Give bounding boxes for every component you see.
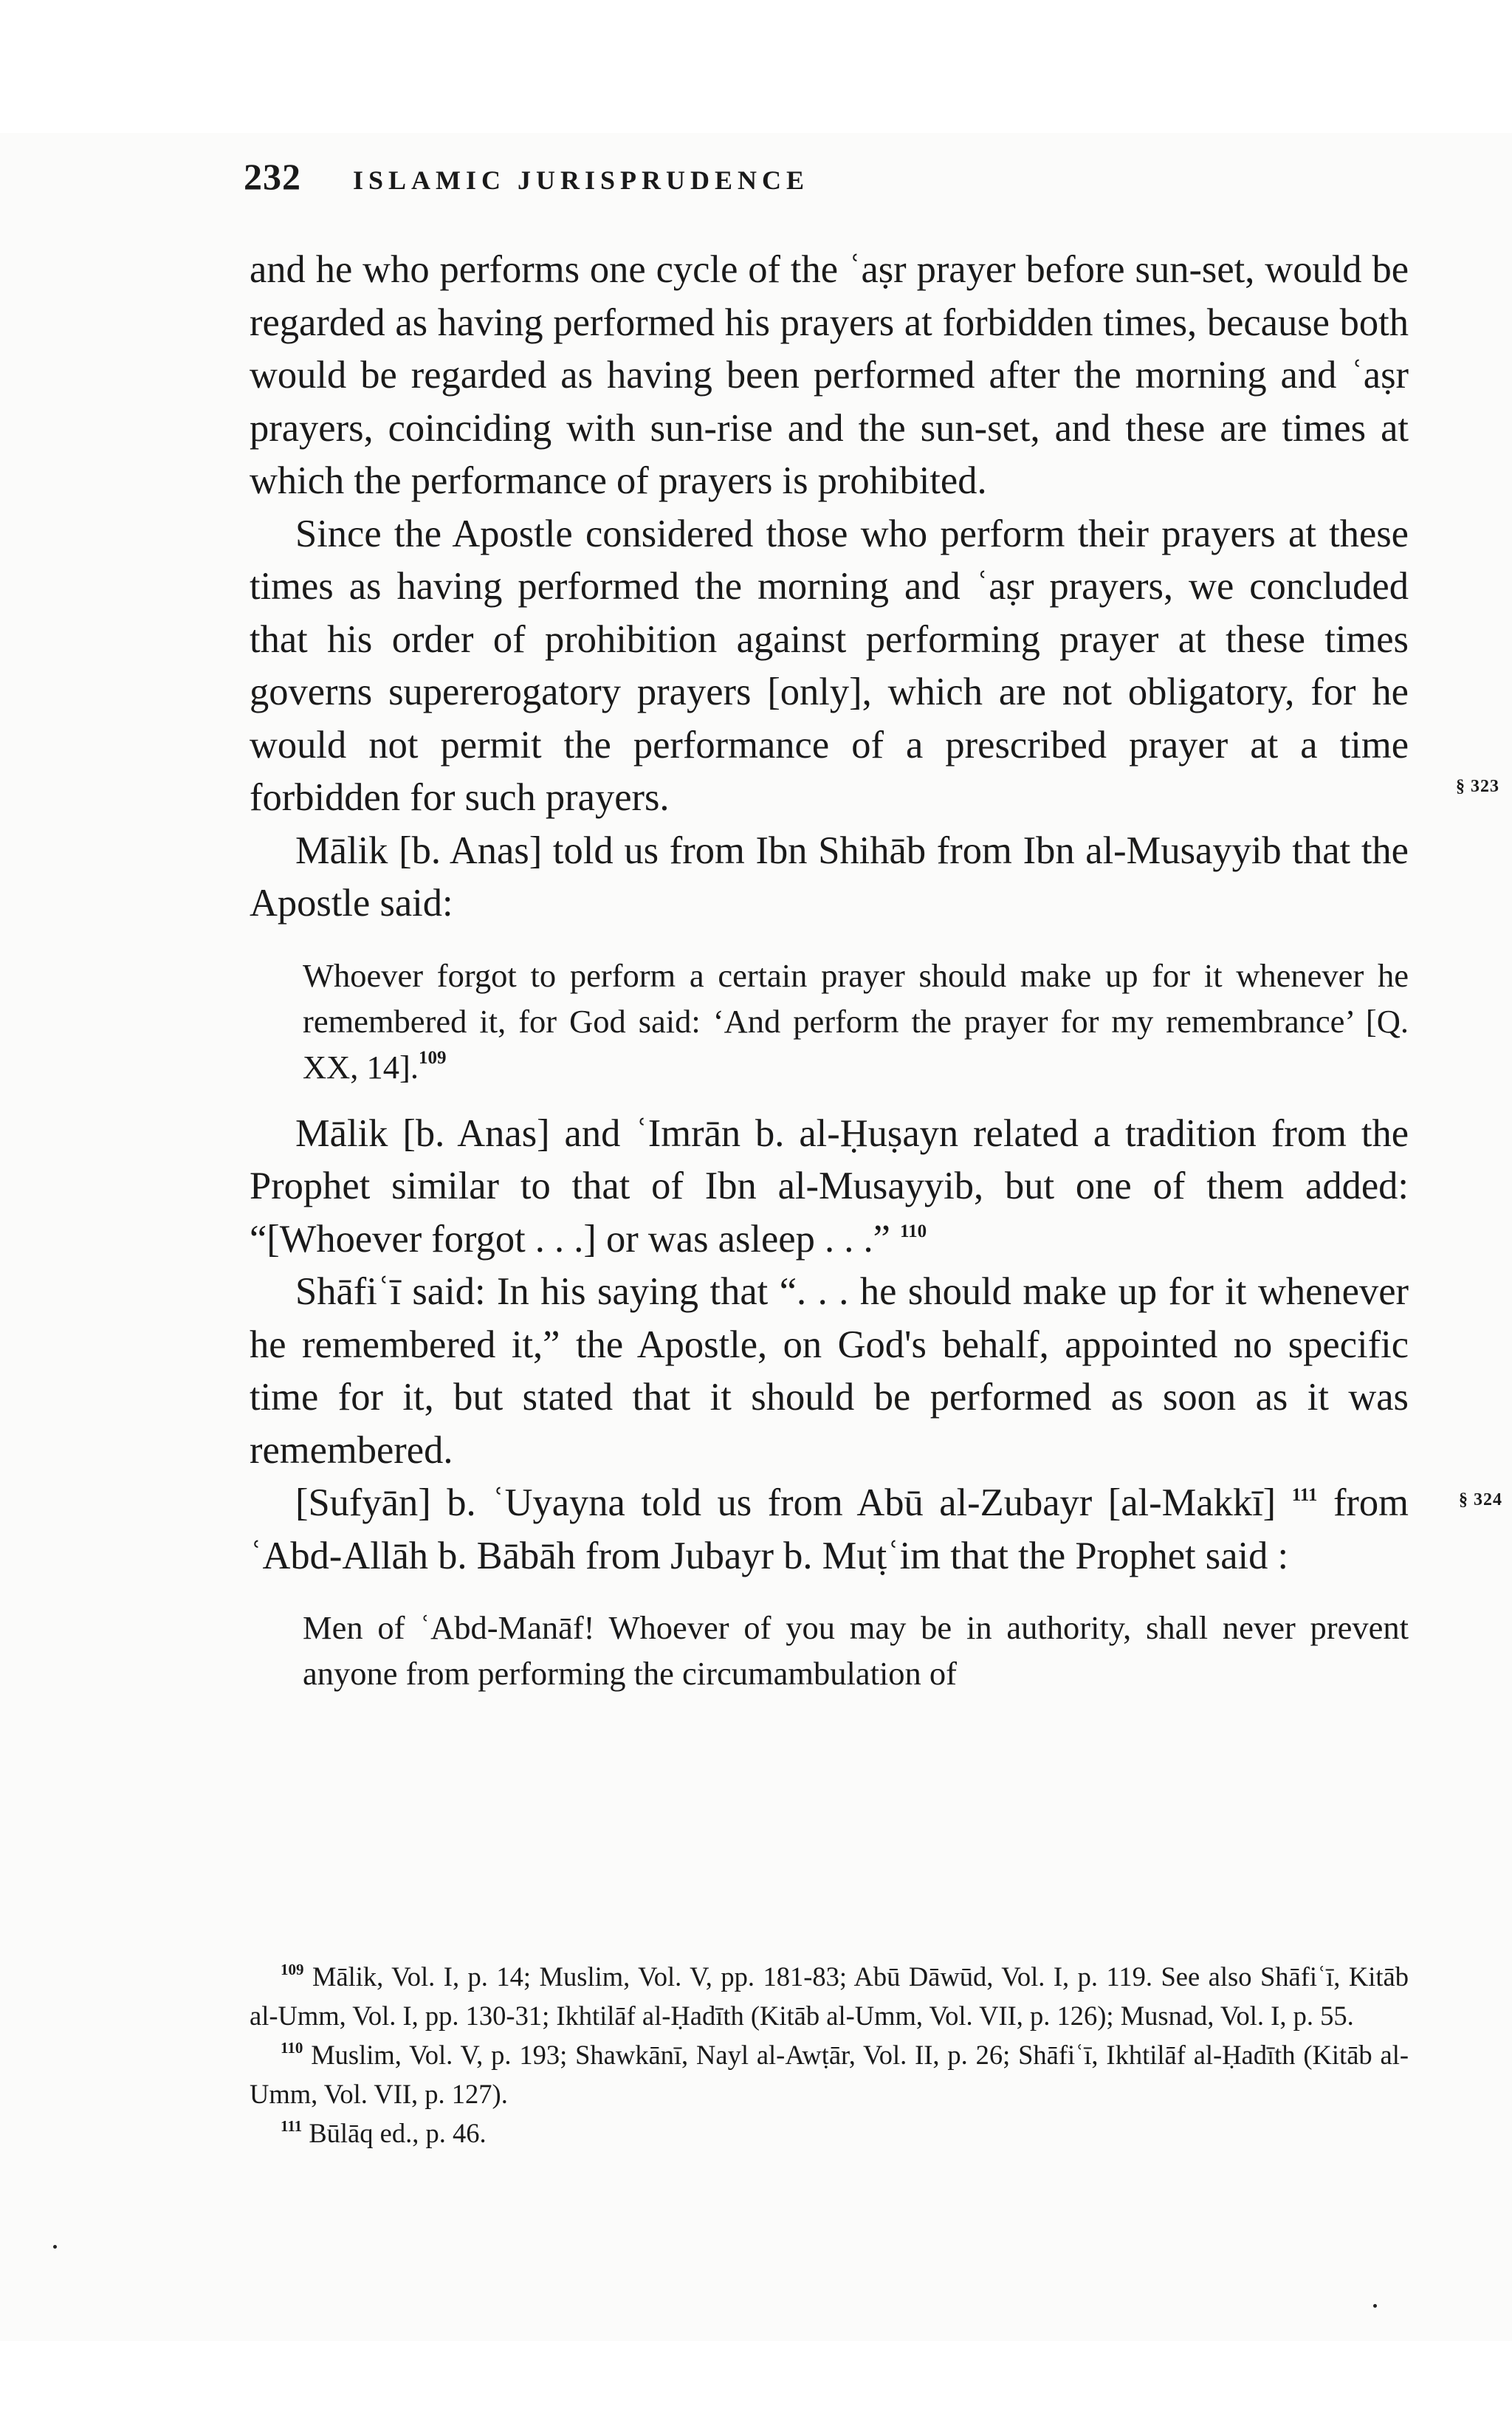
book-title: ISLAMIC JURISPRUDENCE [353,165,810,195]
block-quote [303,953,1409,1090]
paragraph-text: [Sufyān] b. ʿUyayna told us from Abū al-Zubayr [al-Makkī] [295,1481,1276,1524]
scan-speck [1373,2304,1377,2308]
paragraph: and he who performs one cycle of the ʿaṣr prayer before sun-set, would be regarded as having performed his prayers at forbidden times, because both would be regarded as having been performed after the morning and ʿaṣr prayers, coinciding with sun-rise and the sun-set, and these are times at which the performance of prayers is prohibited. [250,248,1409,502]
paragraph: Shāfiʿī said: In his saying that “. . . he should make up for it whenever he remembered it,” the Apostle, on God's behalf, appointed no specific time for it, but stated that it should be performed as soon as it was remembered. [250,1270,1409,1472]
footnote-marker: 109 [418,1047,447,1068]
footnote-number: 111 [281,2117,303,2135]
footnotes [250,1957,1409,2153]
footnote-number: 110 [281,2039,303,2057]
footnote [250,2035,1409,2114]
footnote-text: Muslim, Vol. V, p. 193; Shawkānī, Nayl al-Awṭār, Vol. II, p. 26; Shāfiʿī, Ikhtilāf al-Ḥadīth (Kitāb al-Umm, Vol. VII, p. 127). [250,2040,1409,2109]
paragraph [250,1108,1409,1266]
footnote-text: Mālik, Vol. I, p. 14; Muslim, Vol. V, pp. 181-83; Abū Dāwūd, Vol. I, p. 119. See also Shāfiʿī, Kitāb al-Umm, Vol. I, pp. 130-31; Ikhtilāf al-Ḥadīth (Kitāb al-Umm, Vol. VII, p. 126); Musnad, Vol. I, p. 55. [250,1961,1409,2031]
footnote [250,2114,1409,2153]
paragraph [250,1477,1409,1583]
running-head [244,155,1425,207]
footnote-number: 109 [281,1961,304,1978]
footnote-marker: 110 [900,1221,927,1241]
quote-text: Whoever forgot to perform a certain prayer should make up for it whenever he remembered it, for God said: ‘And perform the prayer for my remembrance’ [Q. XX, 14]. [303,956,1409,1086]
footnote-marker: 111 [1291,1485,1318,1505]
quote-text: Men of ʿAbd-Manāf! Whoever of you may be in authority, shall never prevent anyone from performing the circumambulation of [303,1609,1409,1692]
page-number: 232 [244,156,301,197]
paragraph: Mālik [b. Anas] told us from Ibn Shihāb from Ibn al-Musayyib that the Apostle said: [250,829,1409,925]
paragraph-text: Mālik [b. Anas] and ʿImrān b. al-Ḥuṣayn related a tradition from the Prophet similar to that of Ibn al-Musayyib, but one of them added: “[Whoever forgot . . .] or was asleep . . .” [250,1111,1409,1261]
footnote-text: Būlāq ed., p. 46. [309,2118,487,2148]
margin-section-ref: § 324 [1459,1490,1502,1509]
paragraph-text: from ʿAbd-Allāh b. Bābāh from Jubayr b. Muṭʿim that the Prophet said : [250,1481,1409,1577]
body-text [250,244,1409,1714]
paragraph: Since the Apostle considered those who perform their prayers at these times as having performed the morning and ʿaṣr prayers, we concluded that his order of prohibition against performing prayer at these times governs supererogatory prayers [only], which are not obligatory, for he would not permit the performance of a prescribed prayer at a time forbidden for such prayers. [250,512,1409,819]
footnote [250,1957,1409,2035]
margin-section-ref: § 323 [1456,777,1499,796]
block-quote [303,1605,1409,1696]
scan-speck [53,2245,57,2249]
